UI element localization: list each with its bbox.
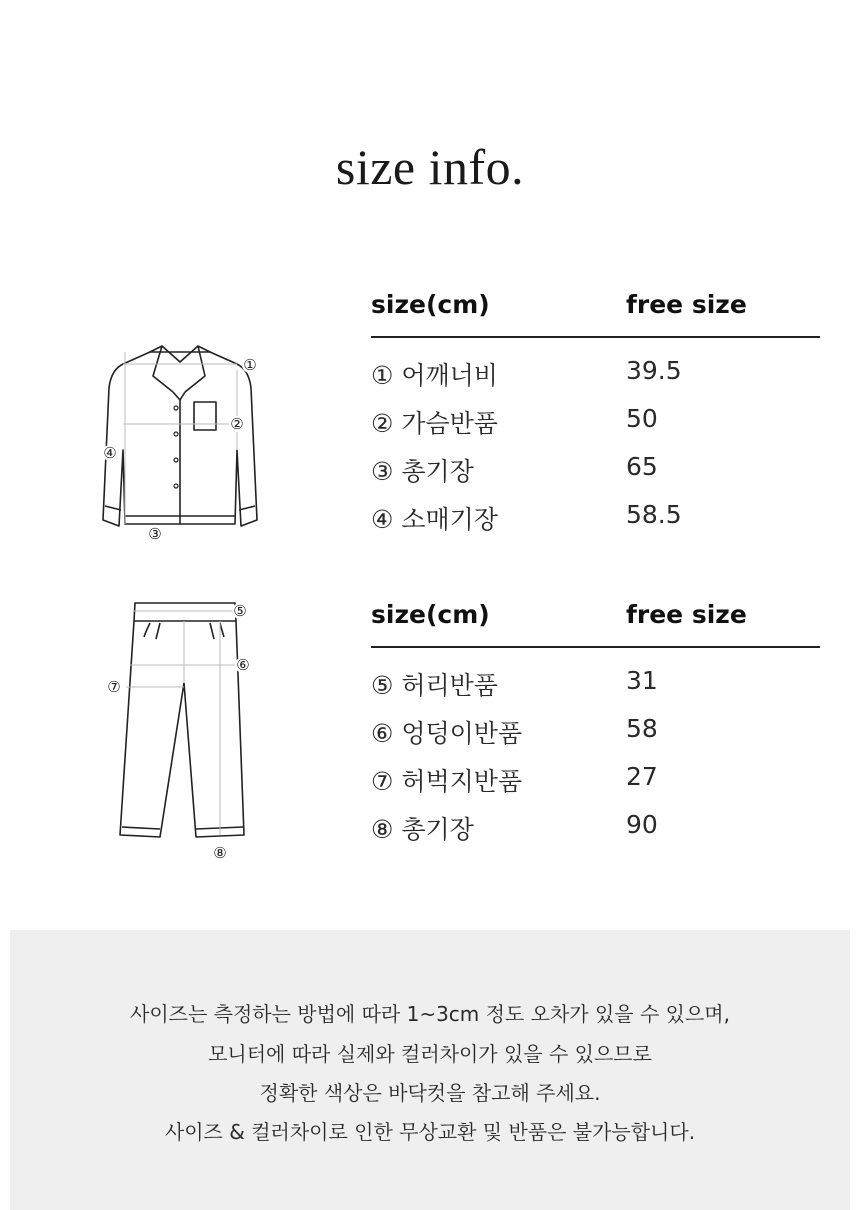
notice-box (10, 930, 850, 1210)
header-divider (371, 336, 820, 338)
header-size-cm: size(cm) (371, 600, 490, 629)
marker-6: ⑥ (236, 656, 250, 674)
header-free-size: free size (626, 600, 747, 629)
table-row (371, 666, 820, 706)
row-value: 31 (626, 666, 658, 695)
row-value: 58 (626, 714, 658, 743)
pants-diagram (100, 595, 265, 865)
header-free-size: free size (626, 290, 747, 319)
marker-2: ② (230, 415, 244, 433)
row-value: 50 (626, 404, 658, 433)
tops-size-table (371, 290, 820, 534)
row-label: ⑤ 허리반품 (371, 671, 498, 700)
row-label: ⑦ 허벅지반품 (371, 767, 523, 796)
notice-line-2: 모니터에 따라 실제와 컬러차이가 있을 수 있으므로 (208, 1042, 652, 1066)
table-header (371, 600, 820, 650)
table-row (371, 452, 820, 492)
row-label: ③ 총기장 (371, 457, 474, 486)
row-label: ① 어깨너비 (371, 361, 498, 390)
header-size-cm: size(cm) (371, 290, 490, 319)
marker-3: ③ (148, 525, 162, 543)
row-value: 90 (626, 810, 658, 839)
row-value: 65 (626, 452, 658, 481)
marker-8: ⑧ (213, 844, 227, 862)
table-row (371, 356, 820, 396)
row-label: ④ 소매기장 (371, 505, 498, 534)
row-value: 58.5 (626, 500, 682, 529)
row-value: 27 (626, 762, 658, 791)
page-title: size info. (335, 139, 525, 195)
table-row (371, 500, 820, 540)
row-label: ⑧ 총기장 (371, 815, 474, 844)
row-label: ② 가슴반품 (371, 409, 498, 438)
table-row (371, 810, 820, 850)
marker-1: ① (243, 356, 257, 374)
shirt-diagram (95, 340, 265, 550)
table-header (371, 290, 820, 340)
header-divider (371, 646, 820, 648)
row-label: ⑥ 엉덩이반품 (371, 719, 523, 748)
table-row (371, 762, 820, 802)
notice-line-4: 사이즈 & 컬러차이로 인한 무상교환 및 반품은 불가능합니다. (164, 1120, 696, 1144)
marker-4: ④ (103, 444, 117, 462)
row-value: 39.5 (626, 356, 682, 385)
notice-line-1: 사이즈는 측정하는 방법에 따라 1~3cm 정도 오차가 있을 수 있으며, (130, 1002, 730, 1026)
table-row (371, 714, 820, 754)
bottoms-size-table (371, 600, 820, 844)
notice-line-3: 정확한 색상은 바닥컷을 참고해 주세요. (259, 1081, 601, 1105)
table-row (371, 404, 820, 444)
marker-7: ⑦ (107, 678, 121, 696)
marker-5: ⑤ (233, 602, 247, 620)
